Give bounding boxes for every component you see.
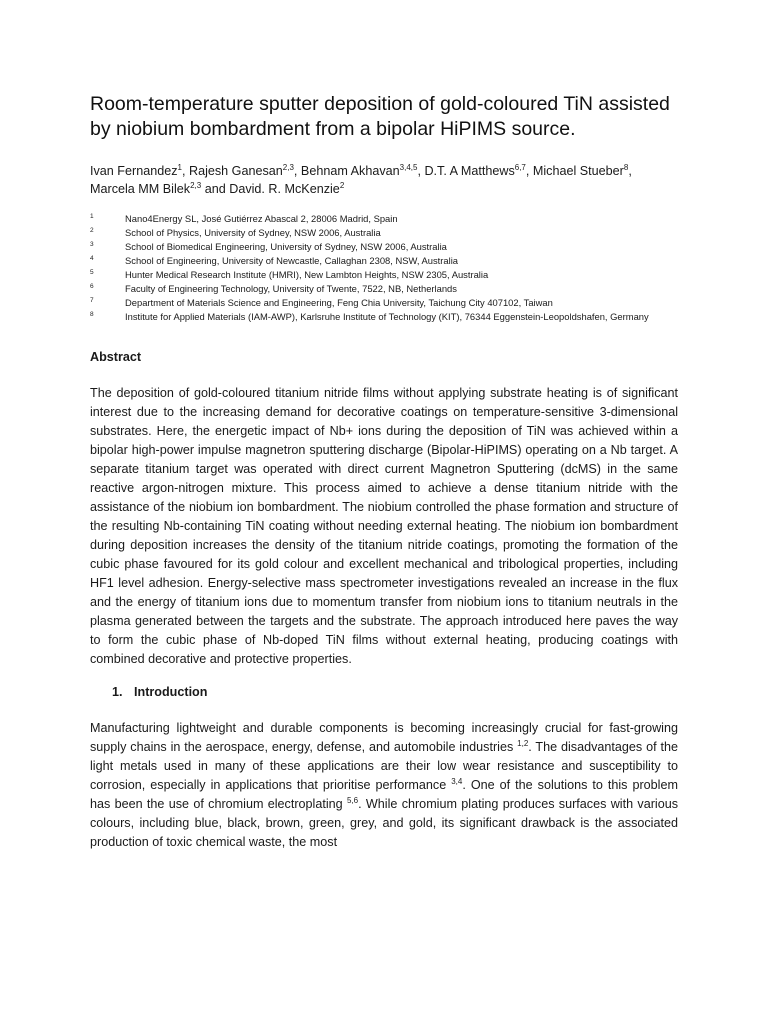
author: Ivan Fernandez$^1$, [90, 162, 189, 178]
affiliation-item: 4 School of Engineering, University of Newcastle, Callaghan 2308, NSW, Australia [90, 255, 458, 266]
author: David. R. McKenzie$^2$ [229, 180, 345, 196]
affiliation-item: 6 Faculty of Engineering Technology, University of Twente, 7522, NB, Netherlands [90, 283, 457, 294]
author: Michael Stueber$^8$, [532, 162, 632, 178]
affiliation-item: 2 School of Physics, University of Sydney, NSW 2006, Australia [90, 227, 381, 238]
author: Marcela MM Bilek$^{2,3}$ and [90, 180, 230, 196]
affiliation-item: 3 School of Biomedical Engineering, University of Sydney, NSW 2006, Australia [90, 241, 447, 252]
introduction-text: Manufacturing lightweight and durable components is becoming increasingly crucial for fast-growing supply chains in the aerospace, energy, defense, and automobile industries $^{1,2}$. The disadvantages of the light metals used in many of these applications are their low wear resistance and susceptibility to corrosion, especially in applications that prioritise performance $^{3,4}$. One of the solutions to this problem has been the use of chromium electroplating $^{5,6}$. While chromium plating produces surfaces with various colours, including blue, black, brown, green, grey, and gold, its significant drawback is the associated production of toxic chemical waste, the most [90, 721, 678, 849]
affiliation-list [90, 212, 678, 324]
abstract-text: The deposition of gold-coloured titanium nitride films without applying substrate heating is of significant interest due to the increasing demand for decorative coatings on temperature-sensitive 3-dimensional substrates. Here, the energetic impact of Nb+ ions during the deposition of TiN was achieved within a bipolar high-power impulse magnetron sputtering discharge (Bipolar-HiPIMS) operating on a Nb target. A separate titanium target was operated with direct current Magnetron Sputtering (dcMS) in the same reactive argon-nitrogen mixture. This process aimed to achieve a dense titanium nitride with the assistance of the niobium ion bombardment. The niobium controlled the phase formation and structure of the resulting Nb-containing TiN coating without needing external heating. The niobium ion bombardment during deposition increases the density of the titanium nitride coatings, promoting the formation of the cubic phase favoured for its gold colour and excellent mechanical and tribological properties, including HF1 level adhesion. Energy-selective mass spectrometer investigations revealed an increase in the flux and the energy of titanium ions due to momentum transfer from niobium ions to titanium neutrals in the plasma generated between the targets and the substrate. The approach introduced here paves the way to form the cubic phase of Nb-doped TiN films without external heating, producing coatings with combined decorative and protective properties. [90, 386, 678, 666]
introduction-heading: 1. Introduction [112, 685, 208, 699]
affiliation-item: 7 Department of Materials Science and Engineering, Feng Chia University, Taichung City 407102, Taiwan [90, 297, 553, 308]
author: Rajesh Ganesan$^{2,3}$, [188, 162, 301, 178]
affiliation-item: 5 Hunter Medical Research Institute (HMRI), New Lambton Heights, NSW 2305, Australia [90, 269, 489, 280]
paper-page [90, 92, 678, 865]
abstract-heading: Abstract [90, 350, 142, 364]
author: Behnam Akhavan$^{3,4,5}$, [300, 162, 425, 178]
author-list [90, 162, 678, 198]
paper-title: Room-temperature sputter deposition of gold-coloured TiN assisted by niobium bombardment from a bipolar HiPIMS source. [90, 93, 670, 140]
citation: 1,2 [517, 738, 529, 748]
affiliation-item: 1 Nano4Energy SL, José Gutiérrez Abascal 2, 28006 Madrid, Spain [90, 213, 398, 224]
affiliation-item: 8 Institute for Applied Materials (IAM-AWP), Karlsruhe Institute of Technology (KIT), 76344 Eggenstein-Leopoldshafen, Germany [90, 311, 649, 322]
citation: 5,6 [346, 795, 359, 805]
author: D.T. A Matthews$^{6,7}$, [424, 162, 533, 178]
citation: 3,4 [451, 776, 463, 786]
